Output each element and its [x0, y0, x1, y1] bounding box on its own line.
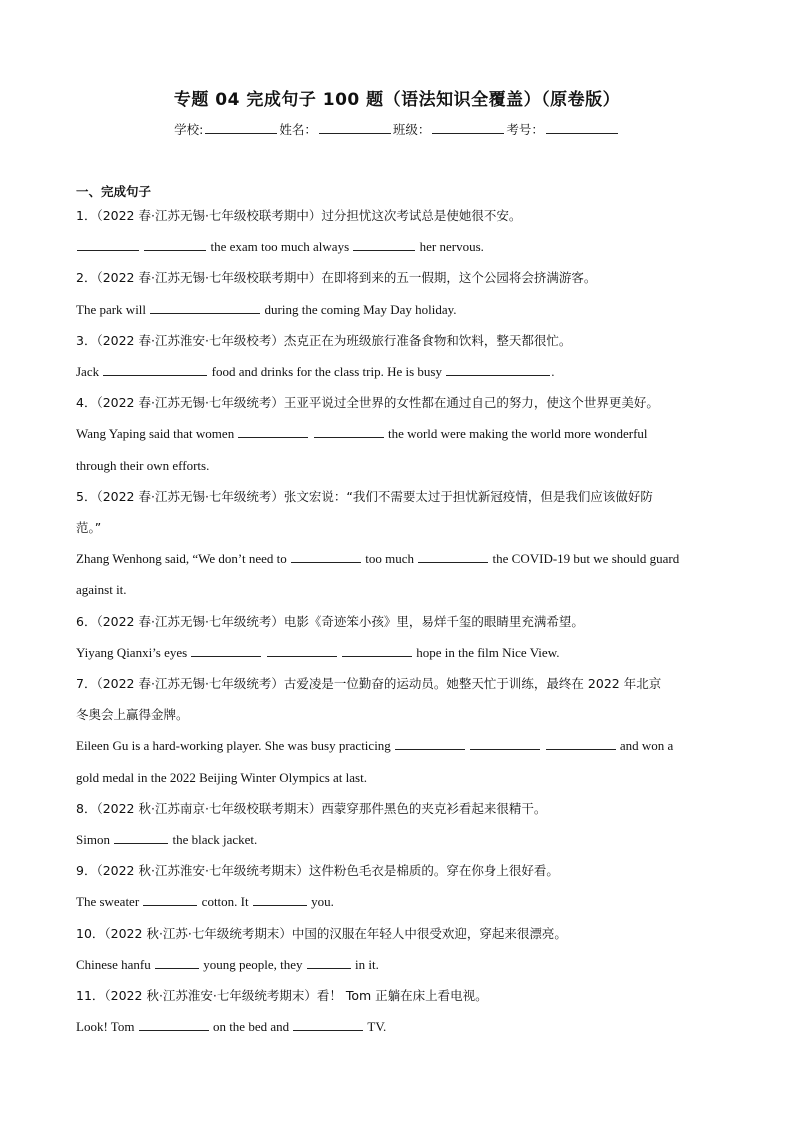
- question-3-prompt: 3．（2022 春·江苏淮安·七年级校考）杰克正在为班级旅行准备食物和饮料，整天都很忙。: [76, 333, 572, 348]
- answer-blank[interactable]: [155, 956, 199, 969]
- answer-blank[interactable]: [446, 363, 550, 376]
- question-5-answer-cont: against it.: [76, 582, 127, 597]
- answer-blank[interactable]: [143, 893, 197, 906]
- question-7-answer-cont: gold medal in the 2022 Beijing Winter Olympics at last.: [76, 770, 367, 785]
- student-info-row: [0, 120, 794, 138]
- question-9-answer: The sweater cotton. It you.: [76, 894, 334, 909]
- question-1-answer: the exam too much always her nervous.: [76, 238, 726, 256]
- answer-blank[interactable]: [546, 737, 616, 750]
- answer-blank[interactable]: [103, 363, 207, 376]
- question-4-answer-cont: through their own efforts.: [76, 458, 210, 473]
- page-title: 专题 04 完成句子 100 题（语法知识全覆盖）（原卷版）: [173, 90, 621, 110]
- answer-blank[interactable]: [293, 1018, 363, 1031]
- answer-blank[interactable]: [353, 238, 415, 251]
- question-9-prompt: 9．（2022 秋·江苏淮安·七年级统考期末）这件粉色毛衣是棉质的。穿在你身上很好看。: [76, 863, 559, 878]
- answer-blank[interactable]: [267, 644, 337, 657]
- answer-blank[interactable]: [144, 238, 206, 251]
- exam-number-label: 考号：: [506, 122, 544, 137]
- question-6-prompt: 6．（2022 春·江苏无锡·七年级统考）电影《奇迹笨小孩》里，易烊千玺的眼睛里充满希望。: [76, 614, 584, 629]
- answer-blank[interactable]: [342, 644, 412, 657]
- question-11-prompt: 11．（2022 秋·江苏淮安·七年级统考期末）看！ Tom 正躺在床上看电视。: [76, 988, 488, 1003]
- school-label: 学校:: [174, 122, 204, 137]
- exam-number-blank[interactable]: [546, 120, 618, 134]
- section-heading: 一、完成句子: [76, 184, 152, 199]
- question-4-prompt: 4．（2022 春·江苏无锡·七年级统考）王亚平说过全世界的女性都在通过自己的努力，使这个世界更美好。: [76, 395, 659, 410]
- class-blank[interactable]: [432, 120, 504, 134]
- question-5-prompt-cont: 范。”: [76, 520, 102, 535]
- question-8-prompt: 8．（2022 秋·江苏南京·七年级校联考期末）西蒙穿那件黑色的夹克衫看起来很精干。: [76, 801, 547, 816]
- answer-blank[interactable]: [114, 831, 168, 844]
- question-6-answer: Yiyang Qianxi’s eyes hope in the film Nice View.: [76, 645, 560, 660]
- question-4-answer: Wang Yaping said that women the world were making the world more wonderful: [76, 426, 648, 441]
- question-1-prompt: 1．（2022 春·江苏无锡·七年级校联考期中）过分担忧这次考试总是使她很不安。: [76, 208, 522, 223]
- question-7-prompt: 7．（2022 春·江苏无锡·七年级统考）古爱凌是一位勤奋的运动员。她整天忙于训练，最终在 2022 年北京: [76, 676, 662, 691]
- question-10-prompt: 10．（2022 秋·江苏·七年级统考期末）中国的汉服在年轻人中很受欢迎，穿起来很漂亮。: [76, 926, 567, 941]
- name-blank[interactable]: [319, 120, 391, 134]
- answer-blank[interactable]: [253, 893, 307, 906]
- answer-blank[interactable]: [238, 425, 308, 438]
- answer-blank[interactable]: [395, 737, 465, 750]
- answer-blank[interactable]: [139, 1018, 209, 1031]
- question-7-answer: Eileen Gu is a hard-working player. She was busy practicing and won a: [76, 738, 674, 753]
- question-11-answer: Look! Tom on the bed and TV.: [76, 1019, 387, 1034]
- question-7-prompt-cont: 冬奥会上赢得金牌。: [76, 707, 189, 722]
- answer-blank[interactable]: [418, 550, 488, 563]
- question-10-answer: Chinese hanfu young people, they in it.: [76, 957, 379, 972]
- answer-blank[interactable]: [191, 644, 261, 657]
- answer-blank[interactable]: [150, 301, 260, 314]
- name-label: 姓名：: [279, 122, 317, 137]
- question-2-answer: The park will during the coming May Day holiday.: [76, 302, 457, 317]
- answer-blank[interactable]: [470, 737, 540, 750]
- question-8-answer: Simon the black jacket.: [76, 832, 258, 847]
- answer-blank[interactable]: [77, 238, 139, 251]
- question-5-prompt: 5．（2022 春·江苏无锡·七年级统考）张文宏说：“我们不需要太过于担忧新冠疫情，但是我们应该做好防: [76, 489, 653, 504]
- question-3-answer: Jack food and drinks for the class trip. He is busy .: [76, 364, 555, 379]
- school-blank[interactable]: [205, 120, 277, 134]
- answer-blank[interactable]: [291, 550, 361, 563]
- class-label: 班级：: [392, 122, 431, 137]
- question-5-answer: Zhang Wenhong said, “We don’t need to too much the COVID-19 but we should guard: [76, 551, 680, 566]
- answer-blank[interactable]: [314, 425, 384, 438]
- answer-blank[interactable]: [307, 956, 351, 969]
- question-2-prompt: 2．（2022 春·江苏无锡·七年级校联考期中）在即将到来的五一假期，这个公园将会挤满游客。: [76, 270, 597, 285]
